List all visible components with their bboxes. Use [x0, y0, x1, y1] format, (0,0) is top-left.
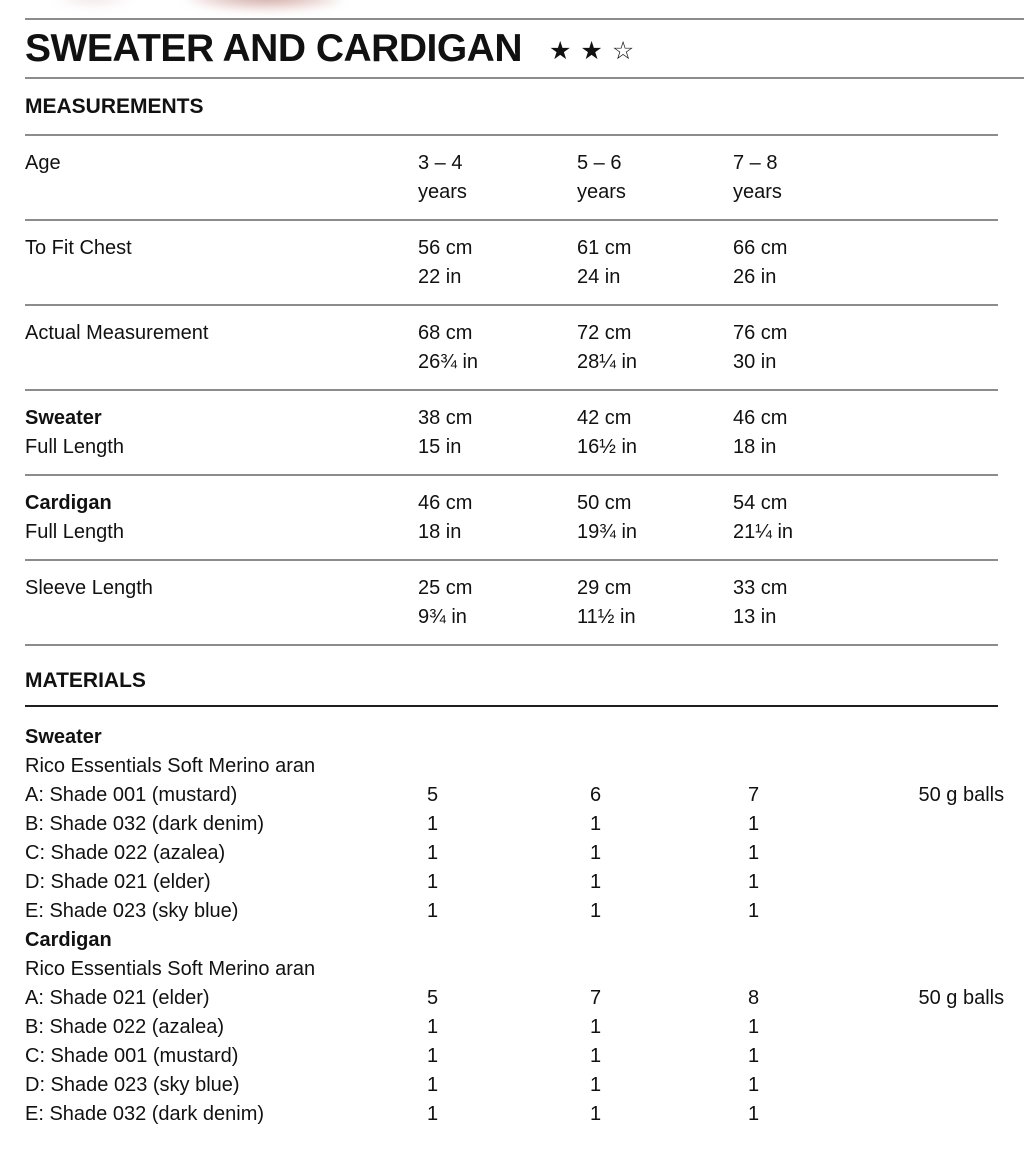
qty-size1: 5	[427, 784, 439, 806]
difficulty-rating	[549, 32, 643, 66]
cell-size2-unit: years	[577, 181, 626, 203]
shade-label: B: Shade 022 (azalea)	[25, 1016, 225, 1038]
yarn-name: Rico Essentials Soft Merino aran	[25, 755, 316, 777]
cell-size1: 3 – 4	[418, 152, 463, 174]
row-label-line2	[25, 178, 418, 207]
qty-size3: 1	[748, 813, 760, 835]
cell-size1-unit: years	[418, 181, 467, 203]
qty-size1: 1	[427, 871, 439, 893]
ball-size	[759, 1013, 1009, 1042]
cell-size3-unit: 30 in	[733, 351, 777, 373]
qty-size2: 1	[590, 1074, 602, 1096]
qty-size1: 1	[427, 842, 439, 864]
ball-size	[759, 897, 1009, 926]
shade-label: E: Shade 032 (dark denim)	[25, 1103, 265, 1125]
shade-label: E: Shade 023 (sky blue)	[25, 900, 239, 922]
garment-name: Sweater	[25, 726, 102, 748]
measurements-table	[25, 136, 998, 646]
ball-size	[759, 1071, 1009, 1100]
qty-size3: 1	[748, 842, 760, 864]
cell-size3-unit: 13 in	[733, 606, 777, 628]
qty-size3: 1	[748, 1045, 760, 1067]
qty-size3: 7	[748, 784, 760, 806]
qty-size2: 1	[590, 1045, 602, 1067]
star-filled-icon: ★	[548, 36, 581, 65]
cell-size2-unit: 28¼ in	[577, 351, 638, 373]
cell-size1: 68 cm	[418, 322, 473, 344]
cell-size2-unit: 11½ in	[577, 606, 636, 628]
qty-size2: 1	[590, 900, 602, 922]
row-label-line2: Full Length	[25, 521, 124, 543]
cell-size3: 54 cm	[733, 492, 788, 514]
garment-name: Cardigan	[25, 929, 112, 951]
photo-smudge-left	[48, 0, 138, 10]
cell-size3: 33 cm	[733, 577, 788, 599]
qty-size2: 7	[590, 987, 602, 1009]
table-row-sleeve-length	[25, 561, 998, 646]
cell-size2: 5 – 6	[577, 152, 622, 174]
table-row-actual-measurement	[25, 306, 998, 391]
row-label: Sweater	[25, 407, 102, 429]
qty-size1: 1	[427, 1016, 439, 1038]
qty-size1: 1	[427, 1074, 439, 1096]
cell-size3-unit: 18 in	[733, 436, 777, 458]
shade-label: D: Shade 023 (sky blue)	[25, 1074, 240, 1096]
row-label: Actual Measurement	[25, 322, 209, 344]
ball-size	[759, 839, 1009, 868]
cell-size2-unit: 16½ in	[577, 436, 638, 458]
qty-size2: 1	[590, 1016, 602, 1038]
materials-list	[25, 723, 1005, 1129]
ball-size	[759, 1100, 1009, 1129]
cell-size2-unit: 24 in	[577, 266, 621, 288]
cell-size1-unit: 9¾ in	[418, 606, 467, 628]
cell-size1-unit: 18 in	[418, 521, 462, 543]
row-label-line2	[25, 263, 418, 292]
cell-size3-unit: years	[733, 181, 782, 203]
yarn-shade-row	[25, 810, 998, 839]
cell-size3-unit: 21¼ in	[733, 521, 794, 543]
yarn-name: Rico Essentials Soft Merino aran	[25, 958, 316, 980]
photo-smudge-red	[180, 0, 345, 12]
qty-size3: 1	[748, 1103, 760, 1125]
qty-size2: 1	[590, 842, 602, 864]
materials-divider	[25, 705, 998, 707]
cell-size2: 29 cm	[577, 577, 632, 599]
materials-heading: MATERIALS	[25, 669, 146, 692]
row-label-line2: Full Length	[25, 436, 124, 458]
ball-size: 50 g balls	[918, 784, 1005, 806]
cell-size2: 61 cm	[577, 237, 632, 259]
cell-size2: 42 cm	[577, 407, 632, 429]
shade-label: B: Shade 032 (dark denim)	[25, 813, 265, 835]
materials-sweater-yarn	[25, 752, 998, 781]
table-row-to-fit-chest	[25, 221, 998, 306]
measurements-heading: MEASUREMENTS	[25, 95, 204, 118]
cell-size2-unit: 19¾ in	[577, 521, 638, 543]
qty-size1: 1	[427, 813, 439, 835]
row-label-line2	[25, 348, 418, 377]
title-block	[25, 20, 1024, 77]
qty-size3: 1	[748, 1074, 760, 1096]
cell-size1: 25 cm	[418, 577, 473, 599]
yarn-shade-row	[25, 1071, 998, 1100]
qty-size2: 1	[590, 1103, 602, 1125]
ball-size	[759, 1042, 1009, 1071]
cell-size1-unit: 22 in	[418, 266, 462, 288]
yarn-shade-row	[25, 868, 998, 897]
qty-size3: 1	[748, 871, 760, 893]
qty-size2: 1	[590, 813, 602, 835]
qty-size3: 1	[748, 1016, 760, 1038]
cell-size3: 46 cm	[733, 407, 788, 429]
cell-size1: 56 cm	[418, 237, 473, 259]
row-label: Sleeve Length	[25, 577, 153, 599]
qty-size1: 5	[427, 987, 439, 1009]
cell-size2: 50 cm	[577, 492, 632, 514]
cell-size3: 7 – 8	[733, 152, 778, 174]
materials-cardigan-header	[25, 926, 998, 955]
yarn-shade-row	[25, 1100, 998, 1129]
qty-size3: 1	[748, 900, 760, 922]
cell-size3: 76 cm	[733, 322, 788, 344]
yarn-shade-row	[25, 1042, 998, 1071]
cell-size1-unit: 26¾ in	[418, 351, 479, 373]
materials-sweater-header	[25, 723, 998, 752]
page-title: SWEATER AND CARDIGAN	[25, 26, 522, 70]
shade-label: D: Shade 021 (elder)	[25, 871, 211, 893]
yarn-shade-row	[25, 839, 998, 868]
shade-label: A: Shade 021 (elder)	[25, 987, 210, 1009]
shade-label: A: Shade 001 (mustard)	[25, 784, 238, 806]
qty-size3: 8	[748, 987, 760, 1009]
table-row-age	[25, 136, 998, 221]
yarn-shade-row	[25, 897, 998, 926]
qty-size1: 1	[427, 1045, 439, 1067]
star-filled-icon: ★	[580, 36, 612, 65]
cell-size1: 38 cm	[418, 407, 473, 429]
row-label-line2	[25, 603, 418, 632]
qty-size1: 1	[427, 1103, 439, 1125]
cropped-photo-remnant	[0, 0, 1024, 18]
row-label: Age	[25, 152, 61, 174]
star-empty-icon: ☆	[611, 36, 644, 65]
yarn-shade-row	[25, 1013, 998, 1042]
ball-size	[759, 868, 1009, 897]
cell-size2: 72 cm	[577, 322, 632, 344]
materials-cardigan-yarn	[25, 955, 998, 984]
shade-label: C: Shade 022 (azalea)	[25, 842, 226, 864]
qty-size1: 1	[427, 900, 439, 922]
row-label: To Fit Chest	[25, 237, 132, 259]
ball-size: 50 g balls	[918, 987, 1005, 1009]
yarn-shade-row	[25, 984, 1005, 1013]
shade-label: C: Shade 001 (mustard)	[25, 1045, 239, 1067]
ball-size	[759, 810, 1009, 839]
cell-size3-unit: 26 in	[733, 266, 777, 288]
yarn-shade-row	[25, 781, 1005, 810]
cell-size3: 66 cm	[733, 237, 788, 259]
table-row-cardigan-full-length	[25, 476, 998, 561]
row-label: Cardigan	[25, 492, 112, 514]
table-row-sweater-full-length	[25, 391, 998, 476]
cell-size1-unit: 15 in	[418, 436, 462, 458]
cell-size1: 46 cm	[418, 492, 473, 514]
qty-size2: 1	[590, 871, 602, 893]
qty-size2: 6	[590, 784, 602, 806]
